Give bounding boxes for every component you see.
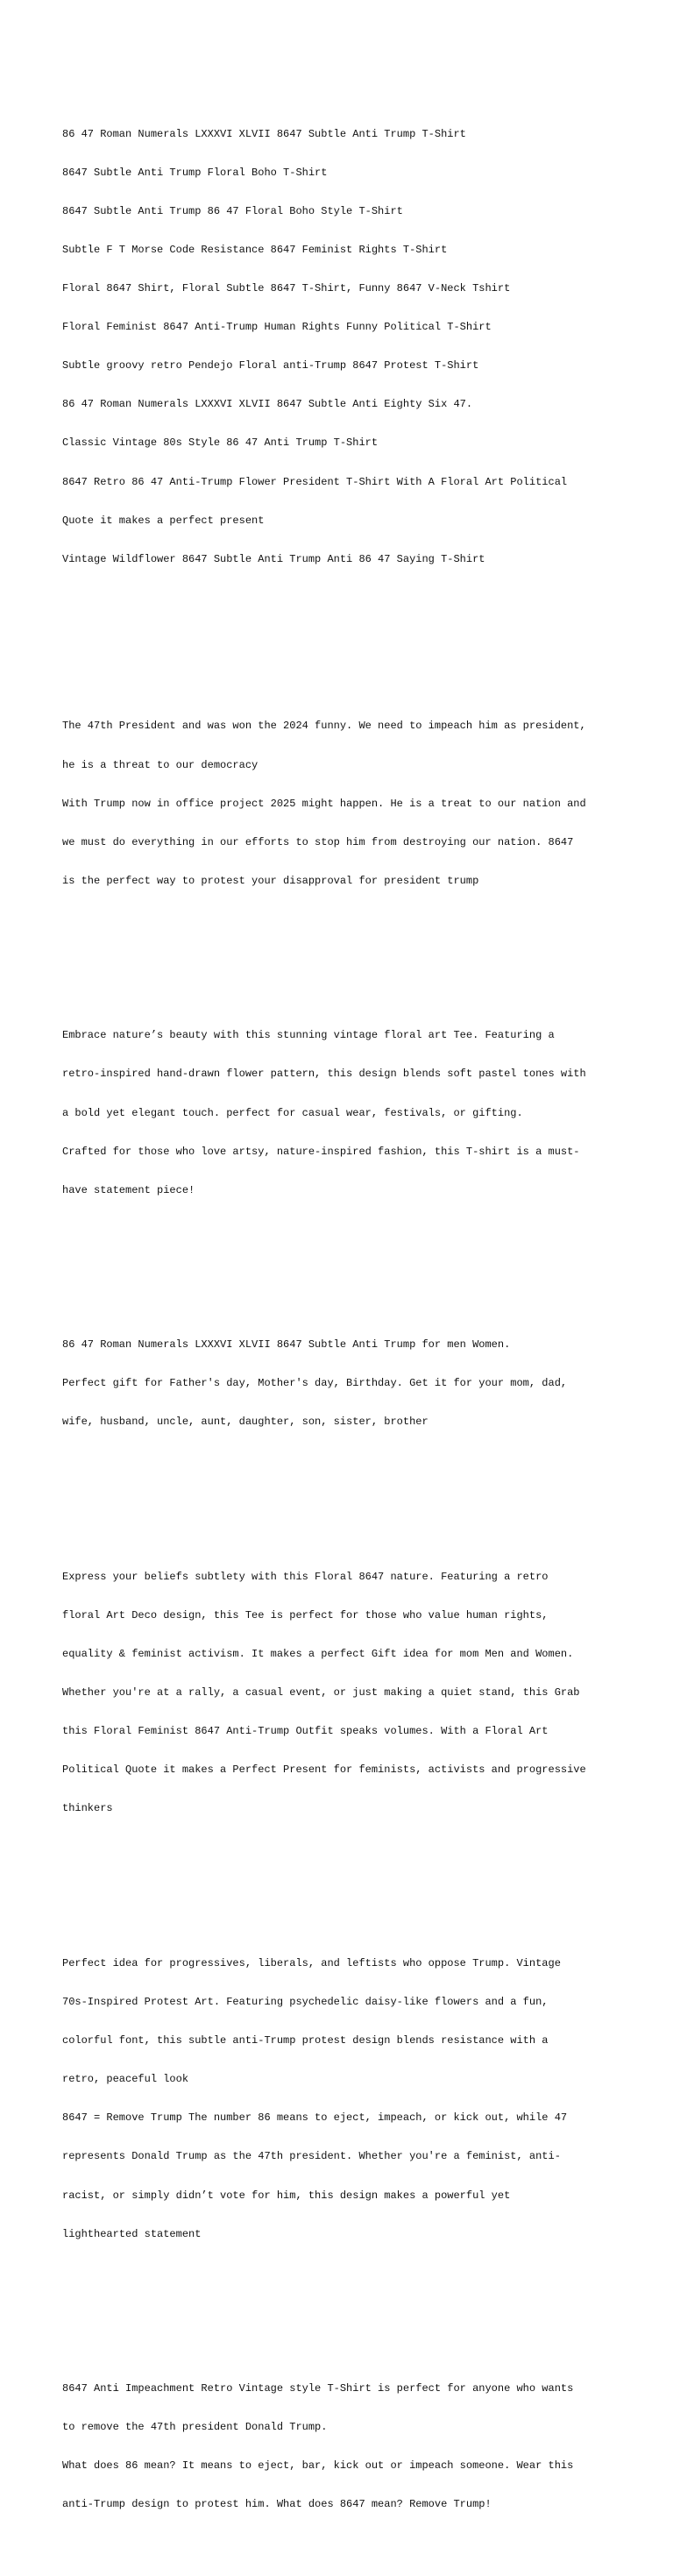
title-line: Floral Feminist 8647 Anti-Trump Human Rights Funny Political T-Shirt (62, 321, 492, 334)
title-line: Quote it makes a perfect present (62, 514, 265, 527)
spacer (62, 952, 623, 965)
paragraph-line: With Trump now in office project 2025 might happen. He is a treat to our nation and (62, 797, 586, 810)
paragraph-line: wife, husband, uncle, aunt, daughter, son, sister, brother (62, 1416, 429, 1429)
title-line: 8647 Subtle Anti Trump 86 47 Floral Boho Style T-Shirt (62, 204, 403, 217)
paragraph-line: he is a threat to our democracy (62, 758, 259, 771)
title-line: 8647 Subtle Anti Trump Floral Boho T-Shirt (62, 166, 328, 179)
paragraph-line: 8647 Anti Impeachment Retro Vintage style T-Shirt is perfect for anyone who wants (62, 2382, 574, 2395)
paragraph-beliefs (62, 1544, 623, 1841)
paragraph-line: What does 86 mean? It means to eject, bar, kick out or impeach someone. Wear this (62, 2459, 574, 2473)
paragraph-line: represents Donald Trump as the 47th president. Whether you're a feminist, anti- (62, 2150, 561, 2163)
title-line: Classic Vintage 80s Style 86 47 Anti Trump T-Shirt (62, 436, 379, 450)
paragraph-line: Perfect gift for Father's day, Mother's day, Birthday. Get it for your mom, dad, (62, 1377, 568, 1390)
paragraph-line: anti-Trump design to protest him. What does 8647 mean? Remove Trump! (62, 2498, 492, 2511)
paragraph-line: is the perfect way to protest your disapproval for president trump (62, 874, 479, 887)
spacer (62, 630, 623, 656)
paragraph-line: 8647 = Remove Trump The number 86 means to eject, impeach, or kick out, while 47 (62, 2111, 568, 2125)
paragraph-line: 86 47 Roman Numerals LXXXVI XLVII 8647 Subtle Anti Trump for men Women. (62, 1338, 511, 1352)
paragraph-line: retro, peaceful look (62, 2073, 189, 2086)
paragraph-democracy (62, 694, 623, 913)
title-line: Vintage Wildflower 8647 Subtle Anti Trump Anti 86 47 Saying T-Shirt (62, 552, 485, 565)
title-line: Subtle F T Morse Code Resistance 8647 Feminist Rights T-Shirt (62, 243, 448, 256)
paragraph-line: colorful font, this subtle anti-Trump protest design blends resistance with a (62, 2034, 549, 2047)
title-line: Subtle groovy retro Pendejo Floral anti-Trump 8647 Protest T-Shirt (62, 359, 479, 373)
paragraph-meaning (62, 2357, 623, 2537)
paragraph-line: to remove the 47th president Donald Trump. (62, 2421, 328, 2434)
title-line: 86 47 Roman Numerals LXXXVI XLVII 8647 Subtle Anti Eighty Six 47. (62, 398, 473, 411)
paragraph-floral-tee (62, 1004, 623, 1223)
paragraph-line: The 47th President and was won the 2024 funny. We need to impeach him as president, (62, 720, 586, 733)
paragraph-line: Political Quote it makes a Perfect Present for feminists, activists and progressive (62, 1763, 586, 1777)
paragraph-line: Perfect idea for progressives, liberals, and leftists who oppose Trump. Vintage (62, 1956, 561, 1969)
paragraph-line: retro-inspired hand-drawn flower pattern, this design blends soft pastel tones with (62, 1068, 586, 1081)
paragraph-line: Whether you're at a rally, a casual event, or just making a quiet stand, this Grab (62, 1686, 580, 1700)
spacer (62, 2305, 623, 2318)
spacer (62, 1880, 623, 1893)
paragraph-line: 70s-Inspired Protest Art. Featuring psychedelic daisy-like flowers and a fun, (62, 1996, 549, 2008)
paragraph-line: a bold yet elegant touch. perfect for casual wear, festivals, or gifting. (62, 1106, 523, 1119)
paragraph-line: have statement piece! (62, 1183, 195, 1196)
paragraph-line: thinkers (62, 1802, 113, 1815)
paragraph-line: this Floral Feminist 8647 Anti-Trump Outfit speaks volumes. With a Floral Art (62, 1725, 549, 1738)
spacer (62, 1494, 623, 1507)
paragraph-line: Express your beliefs subtlety with this Floral 8647 nature. Featuring a retro (62, 1570, 549, 1583)
paragraph-line: floral Art Deco design, this Tee is perfect for those who value human rights, (62, 1608, 549, 1622)
paragraph-progressives (62, 1931, 623, 2266)
paragraph-line: racist, or simply didn’t vote for him, this design makes a powerful yet (62, 2189, 511, 2202)
title-line: Floral 8647 Shirt, Floral Subtle 8647 T-Shirt, Funny 8647 V-Neck Tshirt (62, 281, 511, 295)
spacer (62, 1261, 623, 1274)
document-body (62, 63, 623, 2576)
paragraph-line: lighthearted statement (62, 2227, 202, 2240)
paragraph-line: Embrace nature’s beauty with this stunning vintage floral art Tee. Featuring a (62, 1029, 555, 1042)
paragraph-line: we must do everything in our efforts to stop him from destroying our nation. 8647 (62, 835, 574, 848)
paragraph-line: Crafted for those who love artsy, nature-inspired fashion, this T-shirt is a must- (62, 1145, 580, 1158)
title-line: 8647 Retro 86 47 Anti-Trump Flower President T-Shirt With A Floral Art Political (62, 475, 568, 488)
paragraph-gift (62, 1313, 623, 1455)
title-line: 86 47 Roman Numerals LXXXVI XLVII 8647 Subtle Anti Trump T-Shirt (62, 127, 466, 140)
title-list (62, 102, 623, 592)
paragraph-line: equality & feminist activism. It makes a perfect Gift idea for mom Men and Women. (62, 1648, 574, 1661)
